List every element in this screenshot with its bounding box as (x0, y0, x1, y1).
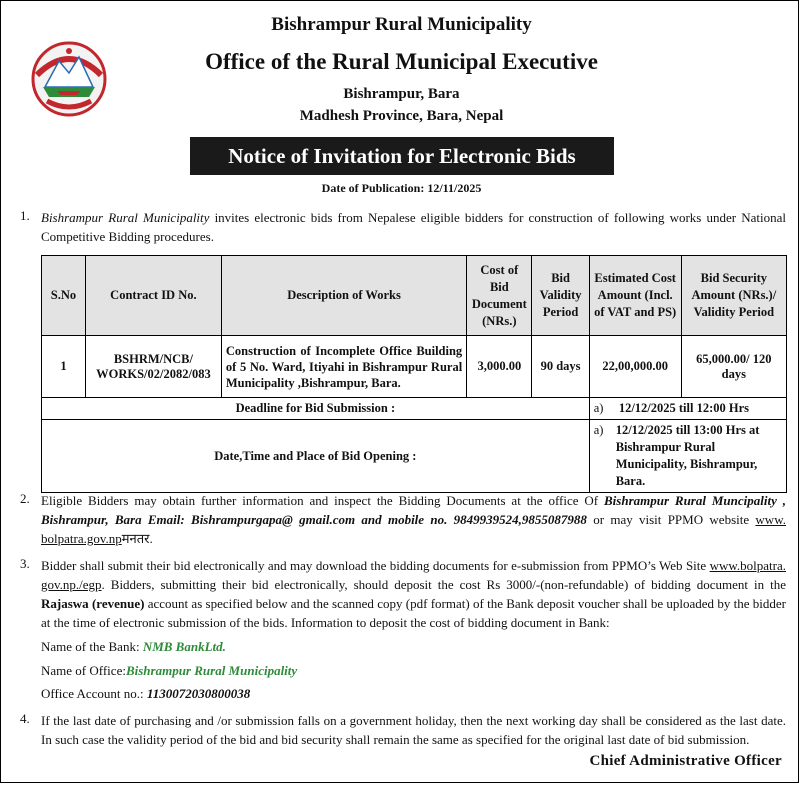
office-name-line (41, 663, 297, 679)
opening-label: Date,Time and Place of Bid Opening : (42, 420, 590, 493)
cell-estimated: 22,00,000.00 (589, 336, 681, 398)
notice-title: Notice of Invitation for Electronic Bids (190, 137, 614, 175)
account-label: Office Account no.: (41, 686, 147, 701)
opening-marker: a) (593, 423, 604, 437)
account-value: 1130072030800038 (146, 686, 251, 701)
para-3-text3: account as specified below and the scanned copy (pdf format) of the Bank deposit voucher shall be uploaded by the bidder at the time of electronic submission of the bids. Information to deposit the cost of bidding document in Bank: (41, 596, 786, 630)
account-line (41, 686, 250, 702)
col-cost-doc: Cost of Bid Document (NRs.) (467, 256, 532, 336)
cell-sno: 1 (42, 336, 86, 398)
para-1 (41, 208, 786, 246)
para-2-number: 2. (20, 491, 30, 506)
cell-contract-id: BSHRM/NCB/ WORKS/02/2082/083 (85, 336, 221, 398)
deadline-row (42, 398, 787, 420)
bid-table (41, 255, 787, 493)
cell-cost-doc: 3,000.00 (467, 336, 532, 398)
office-name: Office of the Rural Municipal Executive (205, 49, 598, 74)
para-3-text2: . Bidders, submitting their bid electronically, should deposit the cost Rs 3000/-(non-refundable) of bidding document in the (101, 577, 786, 592)
para-3-text1: Bidder shall submit their bid electronically and may download the bidding documents for e-submission from PPMO’s Web Site (41, 558, 710, 573)
para-2 (41, 491, 786, 548)
address-line-1: Bishrampur, Bara (343, 86, 460, 102)
bank-name-line (41, 639, 226, 655)
para-2-contact: Bishrampur Rural Muncipality , Bishrampur, Bara Email: Bishrampurgapa@ gmail.com and mobile no. 9849939524,9855087988 (41, 493, 786, 527)
egp-link[interactable]: www.bolpatra. gov.np./egp (41, 558, 786, 592)
para-2-text2: or may visit PPMO website (586, 512, 756, 527)
para-4: If the last date of purchasing and /or submission falls on a government holiday, then the next working day shall be considered as the last date. In such case the validity period of the bid and bid security shall remain the same as specified for the original last date of bid submission. (41, 713, 786, 747)
cell-security: 65,000.00/ 120 days (681, 336, 786, 398)
para-3-bold: Rajaswa (revenue) (41, 596, 145, 611)
deadline-value: 12/12/2025 till 12:00 Hrs (618, 401, 750, 415)
opening-value: 12/12/2025 till 13:00 Hrs at Bishrampur Rural Municipality, Bishrampur, Bara. (615, 423, 760, 488)
deadline-marker: a) (593, 401, 604, 415)
col-estimated: Estimated Cost Amount (Incl. of VAT and PS) (589, 256, 681, 336)
para-3 (41, 556, 786, 632)
opening-row (42, 420, 787, 493)
deadline-label: Deadline for Bid Submission : (42, 398, 590, 420)
table-row (42, 336, 787, 398)
table-header-row (42, 256, 787, 336)
para-2-suffix: मनतर. (121, 531, 153, 546)
col-security: Bid Security Amount (NRs.)/ Validity Period (681, 256, 786, 336)
para-1-text: invites electronic bids from Nepalese eligible bidders for construction of following works under National Competitive Bidding procedures. (41, 210, 786, 244)
para-1-lead: Bishrampur Rural Municipality (41, 210, 210, 225)
opening-value-cell (589, 420, 786, 493)
para-1-number: 1. (20, 208, 30, 223)
address-line-2: Madhesh Province, Bara, Nepal (299, 108, 504, 124)
col-sno: S.No (42, 256, 86, 336)
office-name-label: Name of Office: (41, 663, 126, 678)
publication-date: Date of Publication: 12/11/2025 (321, 181, 482, 195)
col-contract-id: Contract ID No. (85, 256, 221, 336)
col-description: Description of Works (221, 256, 466, 336)
cell-description: Construction of Incomplete Office Building of 5 No. Ward, Itiyahi in Bishrampur Rural Municipality ,Bishrampur, Bara. (221, 336, 466, 398)
cell-validity: 90 days (532, 336, 589, 398)
office-name-value: Bishrampur Rural Municipality (125, 663, 298, 678)
para-2-text1: Eligible Bidders may obtain further information and inspect the Bidding Documents at the office Of (41, 493, 604, 508)
bank-name-value: NMB BankLtd. (142, 639, 226, 654)
ppmo-website-link[interactable]: www. bolpatra.gov.np (41, 512, 786, 546)
para-4-number: 4. (20, 711, 30, 726)
col-validity: Bid Validity Period (532, 256, 589, 336)
nepal-emblem-icon (27, 35, 111, 119)
deadline-value-cell (589, 398, 786, 420)
para-3-number: 3. (20, 556, 30, 571)
signature: Chief Administrative Officer (589, 753, 782, 769)
municipality-name: Bishrampur Rural Municipality (271, 14, 532, 35)
bank-name-label: Name of the Bank: (41, 639, 143, 654)
